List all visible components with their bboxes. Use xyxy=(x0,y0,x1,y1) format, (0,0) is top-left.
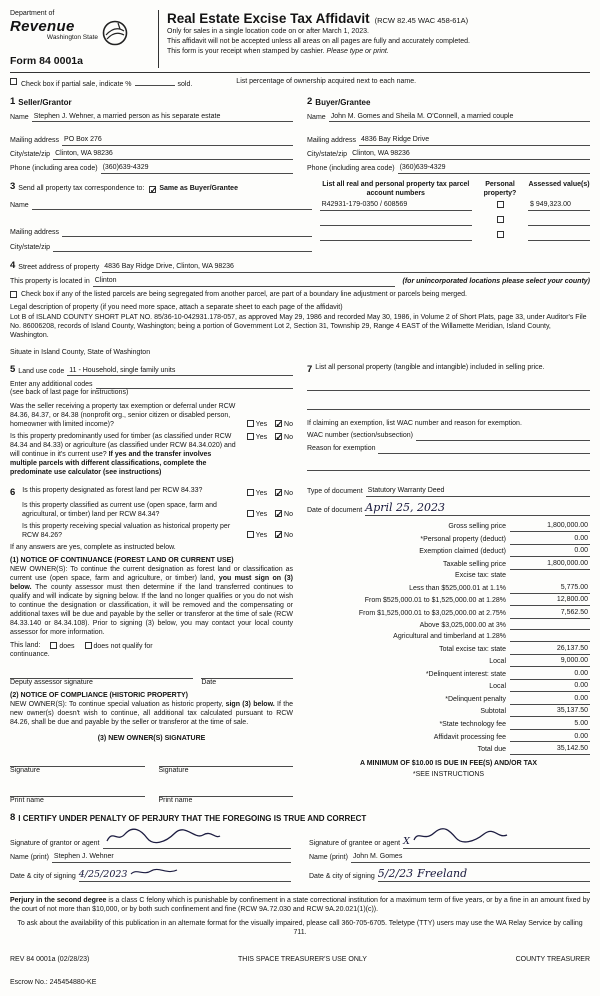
seller-city-field[interactable]: Clinton, WA 98236 xyxy=(53,150,293,160)
this-land-label: This land: xyxy=(10,642,41,650)
tax-row-label: From $1,525,000.01 to $3,025,000.00 at 2.75% xyxy=(358,609,506,617)
legal-description-label: Legal description of property (if you need more space, attach a separate sheet to each page of the affidavit) xyxy=(10,303,343,311)
notice2-post: If the new owner(s) doesn't wish to continue, all additional tax calculated pursuant to RCW 84.26, shall be due and payable by the seller or transferor at the time of sale. xyxy=(10,701,293,727)
historic-no-checkbox[interactable] xyxy=(275,531,282,538)
notice1-pre: NEW OWNER(S): To continue the current designation as forest land or classification as current use (open space, farm and agriculture, or timber) land, xyxy=(10,565,293,582)
tax-rows xyxy=(307,522,590,755)
section-5-number: 5 xyxy=(10,364,16,376)
county-treasurer-label: COUNTY TREASURER xyxy=(515,956,590,964)
header-note-3-text: This form is your receipt when stamped by cashier. xyxy=(167,48,327,56)
same-as-buyer-label: Same as Buyer/Grantee xyxy=(159,184,238,192)
header-note-2: This affidavit will not be accepted unless all areas on all pages are fully and accurately completed. xyxy=(167,38,470,46)
assessed-value-field[interactable] xyxy=(528,232,590,241)
wac-number-label: WAC number (section/subsection) xyxy=(307,432,413,440)
additional-codes-field[interactable] xyxy=(96,380,294,389)
certify-statement: I CERTIFY UNDER PENALTY OF PERJURY THAT THE FOREGOING IS TRUE AND CORRECT xyxy=(18,813,367,823)
q1-no-label: No xyxy=(284,421,293,429)
section-2-number: 2 xyxy=(307,96,313,108)
seller-grantor-block xyxy=(10,96,293,178)
historic-question xyxy=(10,523,293,541)
new-owner-printname-field-2[interactable] xyxy=(159,788,294,797)
exemption-deferral-question xyxy=(10,403,293,430)
tax-row-label: *Delinquent interest: state xyxy=(425,670,506,678)
tax-row xyxy=(307,733,590,743)
wac-exemption-instruction: If claiming an exemption, list WAC number and reason for exemption. xyxy=(307,420,522,428)
parcel-table xyxy=(320,181,590,256)
grantee-signature-label: Signature of grantee or agent xyxy=(309,840,401,848)
partial-sale-sold-text: sold. xyxy=(177,81,193,89)
ownership-percentage-note: List percentage of ownership acquired next to each name. xyxy=(236,78,417,86)
grantor-date-field[interactable] xyxy=(79,867,291,882)
new-owner-signature-field-1[interactable] xyxy=(10,758,145,767)
forest-land-question xyxy=(10,487,293,499)
notice-continuance-title: (1) NOTICE OF CONTINUANCE (FOREST LAND OR CURRENT USE) xyxy=(10,556,234,564)
tax-row xyxy=(307,682,590,692)
tax-row xyxy=(307,745,590,755)
date-of-document-handwritten[interactable]: April 25, 2023 xyxy=(365,500,446,514)
tax-row xyxy=(307,572,590,581)
personal-property-field-1[interactable] xyxy=(307,382,590,391)
personal-property-checkbox[interactable] xyxy=(497,216,504,223)
tax-row xyxy=(307,633,590,642)
agency-block xyxy=(10,10,158,68)
grantor-city-scrawl xyxy=(129,867,179,877)
new-owner-printname-label-2: Print name xyxy=(158,797,193,805)
section-1-number: 1 xyxy=(10,96,16,108)
tax-row xyxy=(307,621,590,630)
buyer-name-label: Name xyxy=(307,113,326,121)
tax-row-label: Local xyxy=(489,658,506,666)
forest-land-text: Is this property designated as forest land per RCW 84.33? xyxy=(22,487,203,495)
buyer-name-field[interactable]: John M. Gomes and Sheila M. O'Connell, a married couple xyxy=(329,113,590,123)
tax-row-value[interactable]: 7,562.50 xyxy=(510,609,590,619)
new-owner-signature-label-1: Signature xyxy=(10,767,40,775)
tax-row-label: Excise tax: state xyxy=(455,572,506,580)
tax-row xyxy=(307,609,590,619)
tax-row-value[interactable]: 0.00 xyxy=(510,682,590,692)
buyer-city-label: City/state/zip xyxy=(307,151,348,159)
tax-row-value[interactable]: 12,800.00 xyxy=(510,596,590,606)
tax-row-label: Affidavit processing fee xyxy=(433,733,506,741)
land-use-label: Land use code xyxy=(18,367,65,375)
tax-row-value[interactable]: 1,800,000.00 xyxy=(510,560,590,570)
tax-row-value[interactable] xyxy=(510,572,590,581)
grantee-date-label: Date & city of signing xyxy=(309,873,375,881)
tax-row-label: Exemption claimed (deduct) xyxy=(419,548,506,556)
tax-row xyxy=(307,707,590,717)
assessed-value-header: Assessed value(s) xyxy=(528,181,590,189)
deputy-assessor-signature-field[interactable] xyxy=(10,670,193,679)
parcel-number-field[interactable] xyxy=(320,232,472,241)
grantor-signature-field[interactable] xyxy=(103,828,291,849)
tax-row-value[interactable]: 5.00 xyxy=(510,720,590,730)
notice1-post: The county assessor must then determine if the land transferred continues to qualify and will indicate by signing below. If the land no longer qualifies or you do not wish to continue the designation or classification, it will be removed and the compensating or additional taxes will be due and payable by the seller or transferor at the time of sale (RCW 84.33.140 or 84.34.108). Prior to signing (3) below, you may contact your local county assessor for more information. xyxy=(10,583,293,636)
grantee-city-handwritten: Freeland xyxy=(417,867,468,881)
grantor-signing-block xyxy=(10,828,291,886)
personal-property-block xyxy=(307,364,590,481)
section-6-number: 6 xyxy=(10,487,16,499)
grantee-signature-scrawl xyxy=(410,828,510,844)
seller-mailing-field[interactable]: PO Box 276 xyxy=(62,136,293,146)
notice-compliance-title: (2) NOTICE OF COMPLIANCE (HISTORIC PROPERTY) xyxy=(10,692,188,700)
seller-phone-label: Phone (including area code) xyxy=(10,165,98,173)
header xyxy=(10,10,590,68)
grantor-signature-label: Signature of grantor or agent xyxy=(10,840,100,848)
tax-row-label: Total excise tax: state xyxy=(439,645,506,653)
washington-state-label: Washington State xyxy=(46,33,98,41)
additional-codes-note: (see back of last page for instructions) xyxy=(10,389,129,397)
personal-property-instruction: List all personal property (tangible and intangible) included in selling price. xyxy=(315,364,545,372)
tax-row xyxy=(307,535,590,545)
buyer-grantee-block xyxy=(307,96,590,178)
reason-exemption-label: Reason for exemption xyxy=(307,445,376,453)
grantee-signature-field[interactable] xyxy=(403,828,590,849)
corr-mailing-label: Mailing address xyxy=(10,228,60,236)
tax-row xyxy=(307,657,590,667)
land-use-field[interactable]: 11 - Household, single family units xyxy=(67,367,293,377)
correspondence-block xyxy=(10,181,312,256)
segregated-label: Check box if any of the listed parcels are being segregated from another parcel, are part of a boundary line adjustment or parcels being merged. xyxy=(21,290,467,298)
tax-row xyxy=(307,547,590,557)
partial-sale-percent-field[interactable] xyxy=(135,78,175,86)
corr-name-field[interactable] xyxy=(32,201,312,210)
q1-yes-checkbox[interactable] xyxy=(247,420,254,427)
same-as-buyer-checkbox[interactable] xyxy=(149,186,156,193)
q1-no-checkbox[interactable] xyxy=(275,420,282,427)
landuse-personalproperty-section xyxy=(10,364,590,481)
tax-row-label: Total due xyxy=(477,746,506,754)
buyer-city-field[interactable]: Clinton, WA 98236 xyxy=(350,150,590,160)
tax-row-value[interactable]: 35,137.50 xyxy=(510,707,590,717)
buyer-heading: Buyer/Grantee xyxy=(315,98,371,108)
seller-name-label: Name xyxy=(10,113,29,121)
historic-yes-checkbox[interactable] xyxy=(247,531,254,538)
buyer-phone-label: Phone (including area code) xyxy=(307,165,395,173)
seller-phone-field[interactable]: (360)639-4329 xyxy=(101,164,293,174)
if-yes-note: If any answers are yes, complete as instructed below. xyxy=(10,544,176,551)
situate-line: Situate in Island County, State of Washington xyxy=(10,349,151,357)
alternate-format-note: To ask about the availability of this publication in an alternate format for the visually impaired, please call 360-705-6705. Teletype (TTY) users may use the WA Relay Service by calling 711. xyxy=(17,920,583,937)
legal-description-text: Lot B of ISLAND COUNTY SHORT PLAT NO. 85/36-10-042931.178-057, as approved May 29, 1986 and recorded May 30, 1986, in Volume 2 of Short Plats, page 33, under Auditor's File No. 86006208, records of Island County, Washington; being a portion of Government Lot 2, Section 31, Township 29, Range 4 EAST of the Willamette Meridian, Island County, Washington. xyxy=(10,314,587,340)
current-use-text: Is this property classified as current use (open space, farm and agricultural, or timber) land per RCW 84.34? xyxy=(22,502,217,519)
tax-row xyxy=(307,522,590,532)
timber-agriculture-question xyxy=(10,433,293,478)
historic-text: Is this property receiving special valuation as historical property per RCW 84.26? xyxy=(22,523,231,540)
grantor-signature-scrawl xyxy=(103,828,223,844)
form-number: Form 84 0001a xyxy=(10,54,83,67)
classification-block xyxy=(10,487,293,806)
grantee-date-handwritten: 5/2/23 xyxy=(377,867,414,881)
tax-row-value[interactable]: 9,000.00 xyxy=(510,657,590,667)
buyer-phone-field[interactable]: (360)639-4329 xyxy=(398,164,590,174)
partial-sale-checkbox[interactable] xyxy=(10,78,17,85)
tax-row xyxy=(307,720,590,730)
perjury-paragraph xyxy=(10,897,590,915)
grantor-printname-label: Name (print) xyxy=(10,854,49,862)
corr-city-label: City/state/zip xyxy=(10,243,51,251)
grantee-date-field[interactable] xyxy=(378,867,590,882)
type-of-document-label: Type of document xyxy=(307,488,363,496)
does-not-checkbox[interactable] xyxy=(85,642,92,649)
notice-continuance-body xyxy=(10,566,293,638)
tax-row-label: *State technology fee xyxy=(439,720,506,728)
grantee-signing-block xyxy=(309,828,590,886)
grantee-sig-x: X xyxy=(403,836,410,848)
seller-mailing-label: Mailing address xyxy=(10,137,60,145)
tax-row-label: Local xyxy=(489,683,506,691)
tax-row-label: *Personal property (deduct) xyxy=(420,535,506,543)
new-owner-signature-label-2: Signature xyxy=(158,767,189,775)
parcel-numbers-header: List all real and personal property tax parcel account numbers xyxy=(322,181,470,198)
notice2-pre: NEW OWNER(S): To continue special valuation as historic property, xyxy=(10,701,226,709)
grantee-printname-field[interactable]: John M. Gomes xyxy=(351,853,590,863)
partial-sale-text: Check box if partial sale, indicate % xyxy=(21,81,132,89)
revenue-logo-icon xyxy=(102,20,128,46)
located-in-label: This property is located in xyxy=(10,277,90,285)
timber-question-normal: Is this property predominantly used for timber (as classified under RCW 84.34 and 84.33) or agriculture (as classified under RCW 84.34.020) and will continue in it's current use? xyxy=(10,433,236,459)
date-of-document-label: Date of document xyxy=(307,507,363,515)
personal-property-checkbox[interactable] xyxy=(497,231,504,238)
property-section xyxy=(10,260,590,358)
assessed-value-field[interactable] xyxy=(528,217,590,226)
certification-section xyxy=(10,812,590,886)
grantee-printname-label: Name (print) xyxy=(309,854,348,862)
tax-row-value[interactable]: 0.00 xyxy=(510,547,590,557)
unincorporated-note: (for unincorporated locations please select your county) xyxy=(402,277,590,285)
header-note-1: Only for sales in a single location code on or after March 1, 2023. xyxy=(167,28,369,36)
tax-row-value[interactable]: 0.00 xyxy=(510,535,590,545)
personal-property-field-2[interactable] xyxy=(307,401,590,410)
type-of-document-field[interactable]: Statutory Warranty Deed xyxy=(366,487,590,497)
tax-row-value[interactable]: 0.00 xyxy=(510,670,590,680)
currentuse-yes-checkbox[interactable] xyxy=(247,510,254,517)
footer-meta-row xyxy=(10,956,590,965)
correspondence-parcel-section xyxy=(10,181,590,256)
tax-row-value[interactable]: 0.00 xyxy=(510,733,590,743)
located-in-field[interactable]: Clinton xyxy=(93,277,395,287)
personal-property-checkbox[interactable] xyxy=(497,201,504,208)
timber-agriculture-text xyxy=(10,433,237,478)
q2-yes-checkbox[interactable] xyxy=(247,433,254,440)
forest-no-label: No xyxy=(284,490,293,498)
deputy-assessor-date-label: Date xyxy=(201,679,217,687)
parcel-row xyxy=(320,231,590,241)
forest-yes-checkbox[interactable] xyxy=(247,489,254,496)
treasurer-space-label: THIS SPACE TREASURER'S USE ONLY xyxy=(238,956,367,964)
wac-number-field[interactable] xyxy=(416,432,590,441)
does-label: does xyxy=(59,642,75,650)
type-or-print-note: Please type or print. xyxy=(326,48,389,56)
forest-no-checkbox[interactable] xyxy=(275,489,282,496)
parcel-rows xyxy=(320,201,590,241)
grantor-grantee-section xyxy=(10,96,590,178)
corr-mailing-field[interactable] xyxy=(62,228,312,237)
does-checkbox[interactable] xyxy=(50,642,57,649)
tax-row xyxy=(307,645,590,655)
title-rcw-reference: (RCW 82.45 WAC 458-61A) xyxy=(374,16,469,25)
tax-row-value[interactable]: 1,800,000.00 xyxy=(510,522,590,532)
street-address-field[interactable]: 4836 Bay Ridge Drive, Clinton, WA 98236 xyxy=(102,263,590,273)
tax-row-value[interactable]: 0.00 xyxy=(510,695,590,705)
q2-no-label: No xyxy=(284,434,293,442)
seller-heading: Seller/Grantor xyxy=(18,98,72,108)
escrow-number: Escrow No.: 245454880-KE xyxy=(10,979,97,987)
currentuse-no-checkbox[interactable] xyxy=(275,510,282,517)
perjury-lead: Perjury in the second degree xyxy=(10,897,107,905)
tax-row xyxy=(307,584,590,594)
send-correspondence-label: Send all property tax correspondence to: xyxy=(18,184,145,192)
section-4-number: 4 xyxy=(10,260,16,272)
dept-of-label: Department of xyxy=(10,10,55,17)
tax-row xyxy=(307,596,590,606)
parcel-number-field[interactable]: R42931-179-0350 / 608569 xyxy=(320,201,472,211)
grantor-date-handwritten: 4/25/2023 xyxy=(78,869,128,881)
tax-computation-block xyxy=(307,487,590,806)
new-owners-signature-title: (3) NEW OWNER(S) SIGNATURE xyxy=(97,735,206,743)
section-3-number: 3 xyxy=(10,181,16,193)
new-owner-printname-label-1: Print name xyxy=(10,797,44,805)
tax-row-label: *Delinquent penalty xyxy=(445,695,506,703)
tax-row-label: Gross selling price xyxy=(448,523,506,531)
historic-no-label: No xyxy=(284,532,293,540)
currentuse-no-label: No xyxy=(284,511,293,519)
tax-row xyxy=(307,560,590,570)
minimum-due-note: A MINIMUM OF $10.00 IS DUE IN FEE(S) AND/OR TAX xyxy=(359,760,538,767)
section-7-number: 7 xyxy=(307,364,313,376)
continuance-label: continuance. xyxy=(10,651,50,659)
section-8-number: 8 xyxy=(10,812,16,824)
tax-row-label: Agricultural and timberland at 1.28% xyxy=(393,633,506,641)
additional-codes-label: Enter any additional codes xyxy=(10,380,93,388)
rev-number: REV 84 0001a (02/28/23) xyxy=(10,956,90,964)
reason-exemption-field-2[interactable] xyxy=(307,462,590,471)
new-owner-signature-field-2[interactable] xyxy=(159,758,294,767)
header-note-3 xyxy=(167,48,590,57)
tax-row-label: Less than $525,000.01 at 1.1% xyxy=(409,584,506,592)
page-title: Real Estate Excise Tax Affidavit xyxy=(167,11,370,26)
tax-row-value[interactable] xyxy=(510,621,590,630)
notice1-bold: you must sign on (3) below. xyxy=(10,574,293,591)
tax-row-label: From $525,000.01 to $1,525,000.00 at 1.28% xyxy=(364,597,506,605)
notice2-bold: sign (3) below. xyxy=(225,701,275,709)
grantor-date-label: Date & city of signing xyxy=(10,873,76,881)
q2-no-checkbox[interactable] xyxy=(275,433,282,440)
tax-row-value[interactable] xyxy=(510,633,590,642)
tax-row-label: Above $3,025,000.00 at 3% xyxy=(419,621,506,629)
q1-yes-label: Yes xyxy=(255,421,268,429)
tax-row xyxy=(307,670,590,680)
seller-city-label: City/state/zip xyxy=(10,151,51,159)
corr-name-label: Name xyxy=(10,201,29,209)
grantor-printname-field[interactable]: Stephen J. Wehner xyxy=(52,853,291,863)
partial-sale-label xyxy=(21,78,192,90)
parcel-row xyxy=(320,216,590,226)
tax-row xyxy=(307,695,590,705)
header-divider xyxy=(10,72,590,73)
segregated-checkbox[interactable] xyxy=(10,291,17,298)
tax-row-value[interactable]: 35,142.50 xyxy=(510,745,590,755)
title-block xyxy=(158,10,590,68)
buyer-mailing-label: Mailing address xyxy=(307,137,357,145)
forest-yes-label: Yes xyxy=(255,490,268,498)
footer-divider xyxy=(10,892,590,893)
reason-exemption-field[interactable] xyxy=(378,445,590,454)
land-use-block xyxy=(10,364,293,481)
partial-sale-row xyxy=(10,78,590,90)
historic-yes-label: Yes xyxy=(255,532,268,540)
tax-row-label: Subtotal xyxy=(480,708,506,716)
currentuse-yes-label: Yes xyxy=(255,511,268,519)
notice-compliance-body xyxy=(10,701,293,728)
new-owner-printname-field-1[interactable] xyxy=(10,788,145,797)
perjury-text: is a class C felony which is punishable by confinement in a state correctional institution for a maximum term of five years, or by a fine in an amount fixed by the court of not more than $10,000, or by both such confinement and fine (RCW 9A.72.030 and RCW 9A.20.021(1)(c)). xyxy=(10,897,590,914)
assessed-value-field[interactable]: $ 949,323.00 xyxy=(528,201,590,211)
timber-question-bold: If yes and the transfer involves multiple parcels with different classifications, complete the predominate use calculator (see instructions) xyxy=(10,451,212,477)
personal-property-header: Personal property? xyxy=(483,181,517,198)
seller-name-field[interactable]: Stephen J. Wehner, a married person as his separate estate xyxy=(32,113,293,123)
parcel-number-field[interactable] xyxy=(320,217,472,226)
parcel-row xyxy=(320,201,590,211)
street-address-label: Street address of property xyxy=(18,263,100,271)
deputy-assessor-signature-label: Deputy assessor signature xyxy=(10,679,93,687)
q2-yes-label: Yes xyxy=(255,434,268,442)
current-use-question xyxy=(10,502,293,520)
classification-tax-section xyxy=(10,487,590,806)
corr-city-field[interactable] xyxy=(53,243,312,252)
see-instructions-note: *SEE INSTRUCTIONS xyxy=(412,770,485,778)
exemption-deferral-text: Was the seller receiving a property tax exemption or deferral under RCW 84.36, 84.37, or 84.38 (nonprofit org., senior citizen or disabled person, homeowner with limited income)? xyxy=(10,403,236,429)
land-qualify-row xyxy=(10,642,293,652)
tax-row-value[interactable]: 5,775.00 xyxy=(510,584,590,594)
tax-row-label: Taxable selling price xyxy=(442,560,506,568)
buyer-mailing-field[interactable]: 4836 Bay Ridge Drive xyxy=(359,136,590,146)
revenue-wordmark: Revenue xyxy=(10,17,75,35)
does-not-label: does not qualify for xyxy=(93,642,153,650)
tax-row-value[interactable]: 26,137.50 xyxy=(510,645,590,655)
deputy-assessor-date-field[interactable] xyxy=(201,670,293,679)
